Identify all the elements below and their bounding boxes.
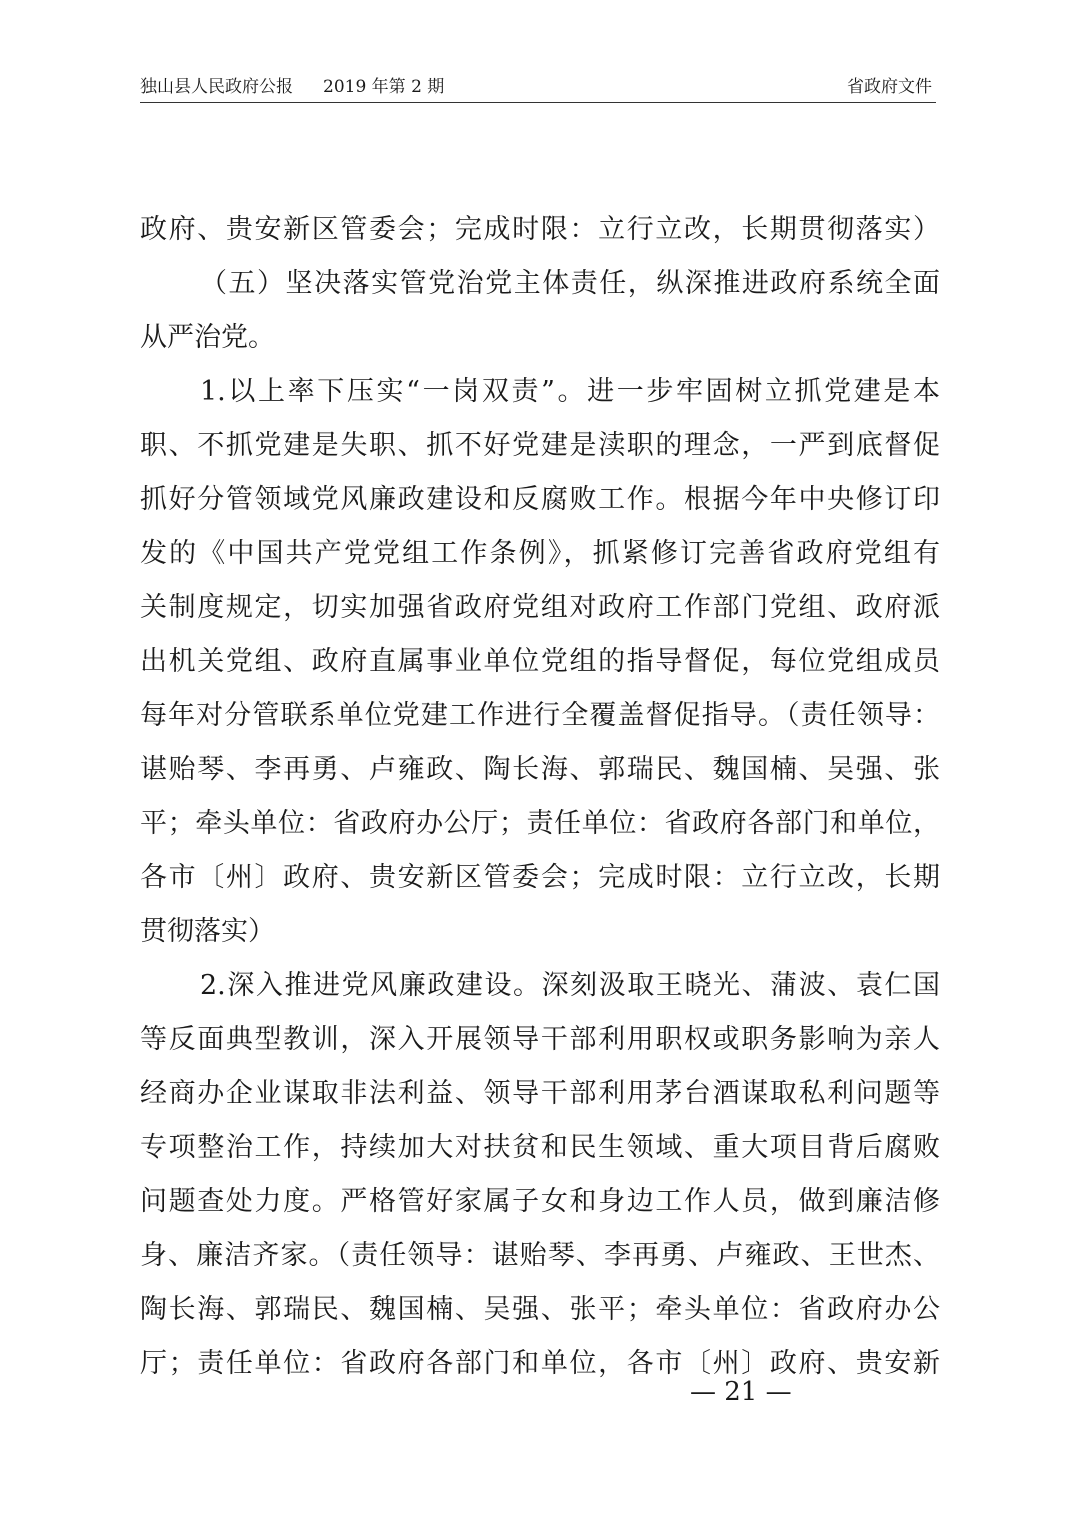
text-line: 经商办企业谋取非法利益、领导干部利用茅台酒谋取私利问题等 [140,1078,940,1109]
text-line: 专项整治工作，持续加大对扶贫和民生领域、重大项目背后腐败 [140,1132,940,1163]
text-line: 等反面典型教训，深入开展领导干部利用职权或职务影响为亲人 [140,1024,940,1055]
page-number: — 21 — [690,1377,792,1407]
document-body [140,208,940,1396]
text-line: 贯彻落实） [140,916,275,947]
header-issue: 2019 年第 2 期 [323,77,445,97]
text-line: 每年对分管联系单位党建工作进行全覆盖督促指导。（责任领导： [140,700,940,731]
header-publication-block [140,76,444,98]
text-line: 谌贻琴、李再勇、卢雍政、陶长海、郭瑞民、魏国楠、吴强、张 [140,754,940,785]
header-publication: 独山县人民政府公报 [140,77,293,97]
running-header [140,76,936,103]
header-section: 省政府文件 [847,77,932,97]
text-line: 抓好分管领域党风廉政建设和反腐败工作。根据今年中央修订印 [140,484,940,515]
text-line: 平；牵头单位：省政府办公厅；责任单位：省政府各部门和单位， [140,808,940,839]
text-line: 1.以上率下压实“一岗双责”。进一步牢固树立抓党建是本 [200,376,940,407]
text-line: 出机关党组、政府直属事业单位党组的指导督促，每位党组成员 [140,646,940,677]
text-line: （五）坚决落实管党治党主体责任，纵深推进政府系统全面 [200,268,940,299]
text-line: 2.深入推进党风廉政建设。深刻汲取王晓光、蒲波、袁仁国 [200,970,940,1001]
text-line: 厅；责任单位：省政府各部门和单位，各市〔州〕政府、贵安新 [140,1348,940,1379]
text-line: 政府、贵安新区管委会；完成时限：立行立改，长期贯彻落实） [140,214,940,245]
text-line: 发的《中国共产党党组工作条例》，抓紧修订完善省政府党组有 [140,538,940,569]
text-line: 问题查处力度。严格管好家属子女和身边工作人员，做到廉洁修 [140,1186,940,1217]
text-line: 陶长海、郭瑞民、魏国楠、吴强、张平；牵头单位：省政府办公 [140,1294,940,1325]
text-line: 各市〔州〕政府、贵安新区管委会；完成时限：立行立改，长期 [140,862,940,893]
text-line: 职、不抓党建是失职、抓不好党建是渎职的理念，一严到底督促 [140,430,940,461]
text-line: 关制度规定，切实加强省政府党组对政府工作部门党组、政府派 [140,592,940,623]
text-line: 身、廉洁齐家。（责任领导：谌贻琴、李再勇、卢雍政、王世杰、 [140,1240,940,1271]
text-line: 从严治党。 [140,322,275,353]
